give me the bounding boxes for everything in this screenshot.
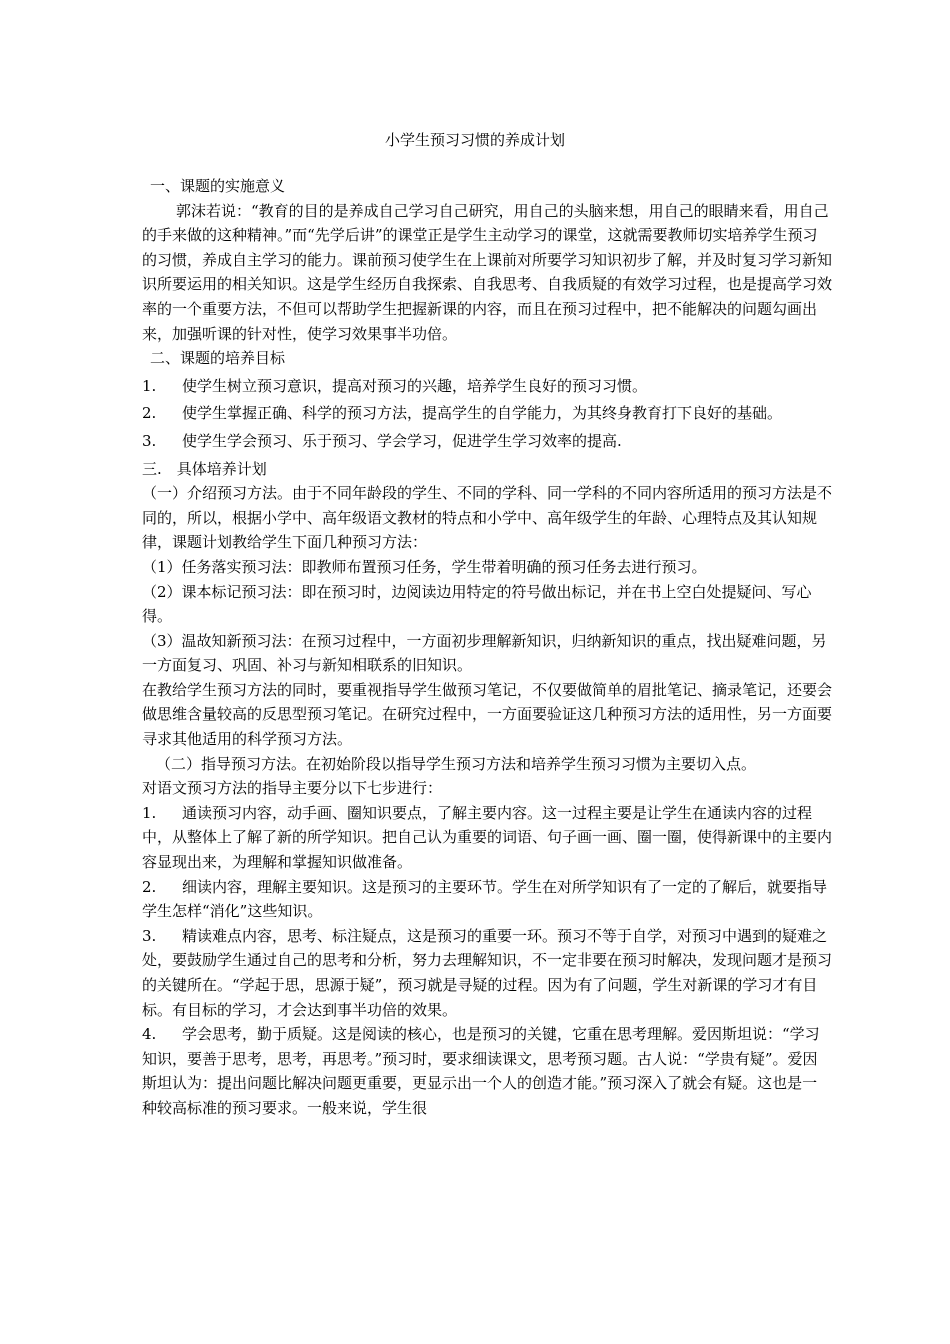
goal-text: 使学生树立预习意识，提高对预习的兴趣，培养学生良好的预习习惯。 <box>182 376 648 395</box>
section-heading-goals: 二、课题的培养目标 <box>150 349 286 368</box>
goal-number: 1. <box>142 376 157 395</box>
goal-item <box>142 374 832 399</box>
step-item <box>142 924 832 1022</box>
goal-item <box>142 429 832 454</box>
step-number: 1. <box>142 803 157 822</box>
goal-text: 使学生学会预习、乐于预习、学会学习，促进学生学习效率的提高. <box>182 431 622 450</box>
step-item <box>142 875 832 924</box>
method-item: （2）课本标记预习法：即在预习时，边阅读边用特定的符号做出标记，并在书上空白处提疑问、写心得。 <box>142 582 812 626</box>
goal-text: 使学生掌握正确、科学的预习方法，提高学生的自学能力，为其终身教育打下良好的基础。 <box>182 404 783 423</box>
goal-number: 3. <box>142 431 157 450</box>
paragraph-part2-intro: （二）指导预习方法。在初始阶段以指导学生预习方法和培养学生预习习惯为主要切入点。 <box>156 754 757 773</box>
document-body <box>142 174 832 1121</box>
step-text: 通读预习内容，动手画、圈知识要点，了解主要内容。这一过程主要是让学生在通读内容的过程中，从整体上了解了新的所学知识。把自己认为重要的词语、句子画一画、圈一圈，使得新课中的主要内容显现出来，为理解和掌握知识做准备。 <box>142 803 833 872</box>
paragraph-significance: 郭沫若说：“教育的目的是养成自己学习自己研究，用自己的头脑来想，用自己的眼睛来看，用自己的手来做的这种精神。”而“先学后讲”的课堂正是学生主动学习的课堂，这就需要教师切实培养学生预习的习惯，养成自主学习的能力。课前预习使学生在上课前对所要学习知识初步了解，并及时复习学习新知识所要运用的相关知识。这是学生经历自我探索、自我思考、自我质疑的有效学习过程，也是提高学习效率的一个重要方法，不但可以帮助学生把握新课的内容，而且在预习过程中，把不能解决的问题勾画出来，加强听课的针对性，使学习效果事半功倍。 <box>142 201 833 343</box>
step-number: 3. <box>142 926 157 945</box>
document-title: 小学生预习习惯的养成计划 <box>384 131 565 149</box>
step-item <box>142 801 832 875</box>
step-item <box>142 1022 832 1120</box>
goal-item <box>142 401 832 426</box>
paragraph-part1-intro: （一）介绍预习方法。由于不同年龄段的学生、不同的学科、同一学科的不同内容所适用的预习方法是不同的，所以，根据小学中、高年级语文教材的特点和小学中、高年级学生的年龄、心理特点及其认知规律，课题计划教给学生下面几种预习方法： <box>142 484 833 552</box>
section-heading-significance: 一、课题的实施意义 <box>150 177 286 195</box>
goal-number: 2. <box>142 404 157 423</box>
method-item: （3）温故知新预习法：在预习过程中，一方面初步理解新知识，归纳新知识的重点，找出疑难问题，另一方面复习、巩固、补习与新知相联系的旧知识。 <box>142 631 827 675</box>
paragraph-part2-lead: 对语文预习方法的指导主要分以下七步进行： <box>142 779 443 798</box>
step-text: 细读内容，理解主要知识。这是预习的主要环节。学生在对所学知识有了一定的了解后，就要指导学生怎样“消化”这些知识。 <box>142 877 828 921</box>
step-text: 学会思考，勤于质疑。这是阅读的核心，也是预习的关键，它重在思考理解。爱因斯坦说：“学习知识，要善于思考，思考，再思考。”预习时，要求细读课文，思考预习题。古人说：“学贵有疑”。爱因斯坦认为：提出问题比解决问题更重要，更显示出一个人的创造才能。”预习深入了就会有疑。这也是一种较高标准的预习要求。一般来说，学生很 <box>142 1025 820 1117</box>
step-number: 2. <box>142 877 157 896</box>
paragraph-part1-notes: 在教给学生预习方法的同时，要重视指导学生做预习笔记，不仅要做简单的眉批笔记、摘录笔记，还要会做思维含量较高的反思型预习笔记。在研究过程中，一方面要验证这几种预习方法的适用性，另一方面要寻求其他适用的科学预习方法。 <box>142 680 833 749</box>
step-text: 精读难点内容，思考、标注疑点，这是预习的重要一环。预习不等于自学，对预习中遇到的疑难之处，要鼓励学生通过自己的思考和分析，努力去理解知识，不一定非要在预习时解决，发现问题才是预习的关键所在。“学起于思，思源于疑”，预习就是寻疑的过程。因为有了问题，学生对新课的学习才有目标。有目标的学习，才会达到事半功倍的效果。 <box>142 926 833 1019</box>
section-heading-plan: 三. 具体培养计划 <box>142 459 267 478</box>
method-item: （1）任务落实预习法：即教师布置预习任务，学生带着明确的预习任务去进行预习。 <box>142 557 707 576</box>
step-number: 4. <box>142 1025 157 1044</box>
